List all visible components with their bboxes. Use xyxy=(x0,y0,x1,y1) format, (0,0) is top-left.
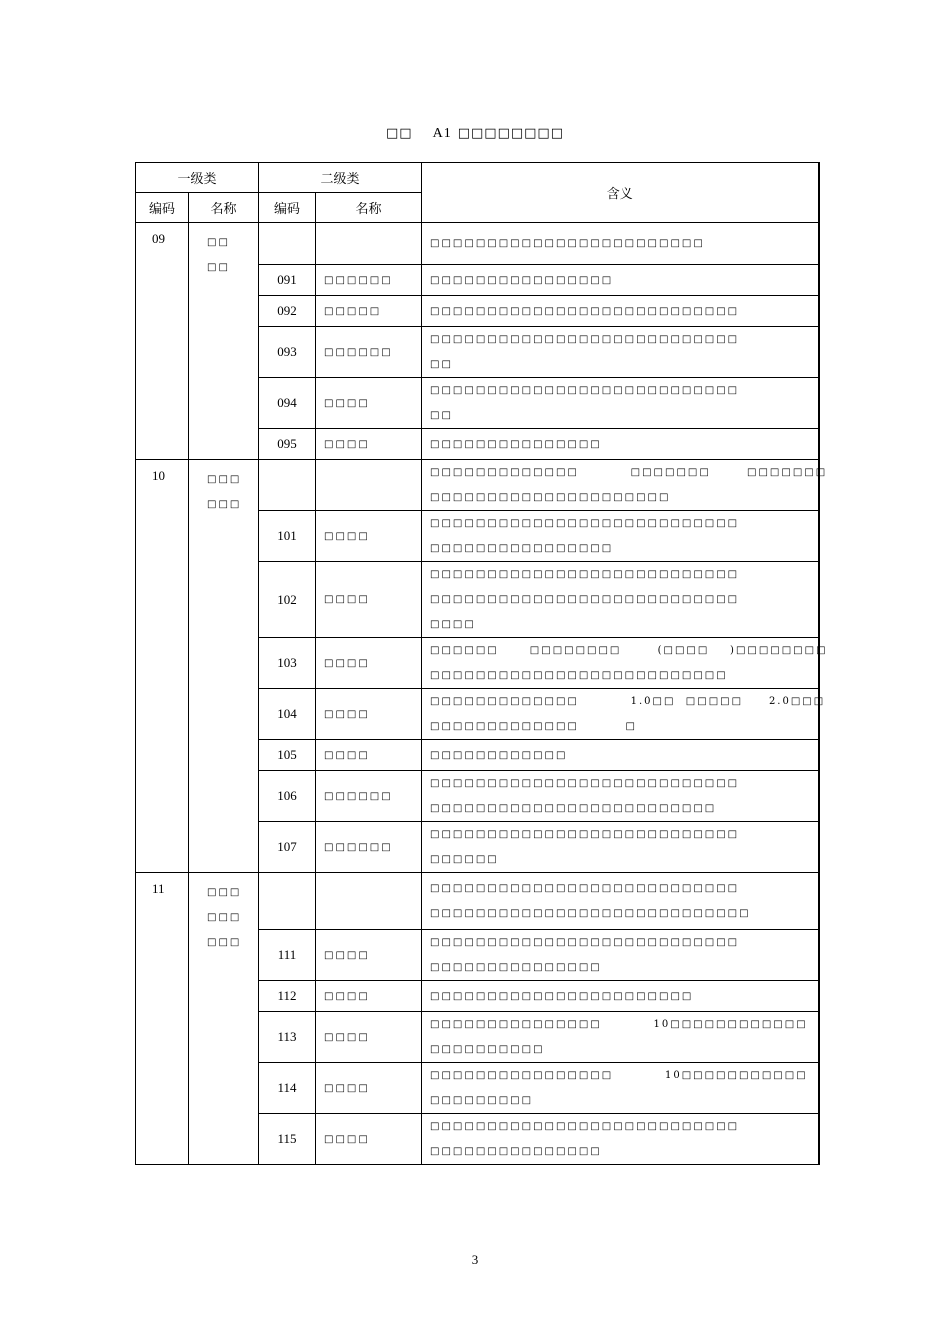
level2-name-cell: □□□□ xyxy=(316,562,422,638)
meaning-cell xyxy=(422,740,819,771)
level2-code-cell: 102 xyxy=(259,562,316,638)
header-meaning: 含义 xyxy=(422,163,819,223)
level1-name-line: □□□ xyxy=(207,937,242,948)
meaning-cell xyxy=(422,460,828,511)
level2-name-cell: □□□□ xyxy=(316,1012,422,1063)
meaning-line: □□□□□□□□□□□□□□□□□□□□□□□□□□□ xyxy=(430,518,740,529)
meaning-cell xyxy=(422,265,819,296)
level2-name-cell: □□□□□□ xyxy=(316,265,422,296)
meaning-line: □□□□□□□□□□□□□□□□□□□□□ xyxy=(430,492,671,503)
level2-code-cell: 094 xyxy=(259,378,316,429)
level2-code-cell xyxy=(259,223,316,265)
level2-name-cell: □□□□ xyxy=(316,378,422,429)
meaning-line: □□ xyxy=(430,410,453,421)
table-row xyxy=(136,223,819,265)
meaning-line: □□□□□□□□□□□□□□□□□□□□□□□□□□□ xyxy=(430,778,740,789)
level2-name-cell: □□□□□□ xyxy=(316,327,422,378)
level2-name-cell: □□□□ xyxy=(316,930,422,981)
meaning-line: □□□□□□□□□□□□□□□□ xyxy=(430,274,614,286)
meaning-line: □□□□□□□□□□□□□ □□□□□□□ □□□□□□□ xyxy=(430,467,828,478)
level1-name-line: □□ xyxy=(207,237,230,248)
level1-name-line: □□ xyxy=(207,262,230,273)
level2-name-cell xyxy=(316,460,422,511)
level2-code-cell: 093 xyxy=(259,327,316,378)
header-level2-name: 名称 xyxy=(316,193,422,223)
meaning-cell xyxy=(422,1063,819,1114)
meaning-cell xyxy=(422,296,819,327)
level1-name-line: □□□ xyxy=(207,912,242,923)
level2-name-cell: □□□□ xyxy=(316,981,422,1012)
meaning-line: □□□□□□ □□□□□□□□ (□□□□ )□□□□□□□□ xyxy=(430,645,828,656)
meaning-line: □□□□□□□□□□□□□□□□ xyxy=(430,543,614,554)
level1-name-cell xyxy=(189,223,259,460)
level1-name-line: □□□ xyxy=(207,887,242,898)
meaning-line: □□□□□□□□□ xyxy=(430,1095,534,1106)
level1-name-line: □□□ xyxy=(207,474,242,485)
meaning-line: □□□□□□□□□□□□ xyxy=(430,749,568,761)
meaning-line: □□□□□□ xyxy=(430,854,499,865)
level2-code-cell: 111 xyxy=(259,930,316,981)
meaning-line: □□□□□□□□□□□□□□□□□□□□□□□□□□□ xyxy=(430,385,740,396)
level2-name-cell xyxy=(316,223,422,265)
meaning-line: □□□□□□□□□□□□□□□□□□□□□□□□□□□ xyxy=(430,334,740,345)
caption-table-code: A1 xyxy=(432,126,452,141)
level2-name-cell: □□□□ xyxy=(316,638,422,689)
meaning-line: □□□□□□□□□□□□□□□□□□□□□□□□□□□ xyxy=(430,594,740,605)
meaning-cell xyxy=(422,1012,819,1063)
level2-code-cell: 113 xyxy=(259,1012,316,1063)
level2-name-cell: □□□□ xyxy=(316,429,422,460)
meaning-cell xyxy=(422,981,819,1012)
meaning-cell xyxy=(422,223,819,265)
level2-code-cell: 106 xyxy=(259,771,316,822)
meaning-line: □□□□□□□□□□□□□ □ xyxy=(430,721,637,732)
level2-code-cell: 104 xyxy=(259,689,316,740)
level2-code-cell: 105 xyxy=(259,740,316,771)
level2-code-cell: 114 xyxy=(259,1063,316,1114)
meaning-line: □□□□ xyxy=(430,619,476,630)
meaning-cell xyxy=(422,930,819,981)
level2-name-cell xyxy=(316,873,422,930)
meaning-line: □□□□□□□□□□□□□□□□□□□□□□□□□□□ xyxy=(430,829,740,840)
level2-code-cell: 103 xyxy=(259,638,316,689)
level2-name-cell: □□□□ xyxy=(316,511,422,562)
header-level1: 一级类 xyxy=(136,163,259,193)
meaning-line: □□□□□□□□□□□□□□□□□□□□□□□□□□□ xyxy=(430,305,740,317)
table-row xyxy=(136,460,819,511)
level2-code-cell: 115 xyxy=(259,1114,316,1165)
meaning-cell xyxy=(422,689,826,740)
meaning-line: □□□□□□□□□□□□□□□□□□□□□□□□□□□□ xyxy=(430,908,751,919)
level1-name-line: □□□ xyxy=(207,499,242,510)
meaning-line: □□□□□□□□□□□□□□□□□□□□□□□□□□□ xyxy=(430,883,740,894)
level2-name-cell: □□□□□□ xyxy=(316,822,422,873)
meaning-line: □□□□□□□□□□□□□□□ 10□□□□□□□□□□□□ xyxy=(430,1019,808,1030)
caption-prefix: □□ xyxy=(386,126,413,141)
level2-name-cell: □□□□ xyxy=(316,740,422,771)
header-level2-code: 编码 xyxy=(259,193,316,223)
meaning-line: □□□□□□□□□□□□□□□ xyxy=(430,1146,602,1157)
meaning-line: □□□□□□□□□□□□□□□□ 10□□□□□□□□□□□ xyxy=(430,1070,808,1081)
level1-code-cell: 11 xyxy=(136,873,189,1165)
level2-code-cell: 095 xyxy=(259,429,316,460)
table-caption xyxy=(0,126,950,142)
level2-code-cell: 092 xyxy=(259,296,316,327)
meaning-line: □□ xyxy=(430,359,453,370)
meaning-line: □□□□□□□□□□□□□□□ xyxy=(430,962,602,973)
level2-code-cell xyxy=(259,460,316,511)
level2-name-cell: □□□□ xyxy=(316,1063,422,1114)
meaning-cell xyxy=(422,873,819,930)
classification-table xyxy=(135,162,828,1165)
level2-name-cell: □□□□ xyxy=(316,689,422,740)
level2-code-cell: 112 xyxy=(259,981,316,1012)
meaning-line: □□□□□□□□□□□□□□□□□□□□□□□□□□□ xyxy=(430,569,740,580)
meaning-cell xyxy=(422,638,828,689)
level2-name-cell: □□□□ xyxy=(316,1114,422,1165)
meaning-cell xyxy=(422,562,819,638)
meaning-line: □□□□□□□□□□□□□□□□□□□□□□□ xyxy=(430,990,694,1002)
level1-code-cell: 10 xyxy=(136,460,189,873)
table-row xyxy=(136,873,819,930)
meaning-cell xyxy=(422,429,819,460)
meaning-cell xyxy=(422,511,819,562)
level2-code-cell xyxy=(259,873,316,930)
level2-code-cell: 091 xyxy=(259,265,316,296)
header-level1-name: 名称 xyxy=(189,193,259,223)
meaning-line: □□□□□□□□□□□□□□□□□□□□□□□□□ xyxy=(430,803,717,814)
meaning-cell xyxy=(422,1114,819,1165)
header-level1-code: 编码 xyxy=(136,193,189,223)
meaning-cell xyxy=(422,378,819,429)
meaning-cell xyxy=(422,327,819,378)
level1-name-cell xyxy=(189,873,259,1165)
level2-name-cell: □□□□□ xyxy=(316,296,422,327)
meaning-line: □□□□□□□□□□□□□□□□□□□□□□□□ xyxy=(430,238,705,249)
meaning-cell xyxy=(422,771,819,822)
level2-code-cell: 101 xyxy=(259,511,316,562)
meaning-line: □□□□□□□□□□ xyxy=(430,1044,545,1055)
meaning-line: □□□□□□□□□□□□□ 1.0□□ □□□□□ 2.0□□□ xyxy=(430,696,826,707)
caption-title: □□□□□□□□ xyxy=(457,126,564,141)
meaning-line: □□□□□□□□□□□□□□□□□□□□□□□□□□ xyxy=(430,670,728,681)
meaning-line: □□□□□□□□□□□□□□□□□□□□□□□□□□□ xyxy=(430,937,740,948)
meaning-cell xyxy=(422,822,819,873)
level1-name-cell xyxy=(189,460,259,873)
level1-code-cell: 09 xyxy=(136,223,189,460)
meaning-line: □□□□□□□□□□□□□□□□□□□□□□□□□□□ xyxy=(430,1121,740,1132)
level2-code-cell: 107 xyxy=(259,822,316,873)
meaning-line: □□□□□□□□□□□□□□□ xyxy=(430,438,602,450)
page-number: 3 xyxy=(471,1252,479,1267)
header-level2: 二级类 xyxy=(259,163,422,193)
level2-name-cell: □□□□□□ xyxy=(316,771,422,822)
